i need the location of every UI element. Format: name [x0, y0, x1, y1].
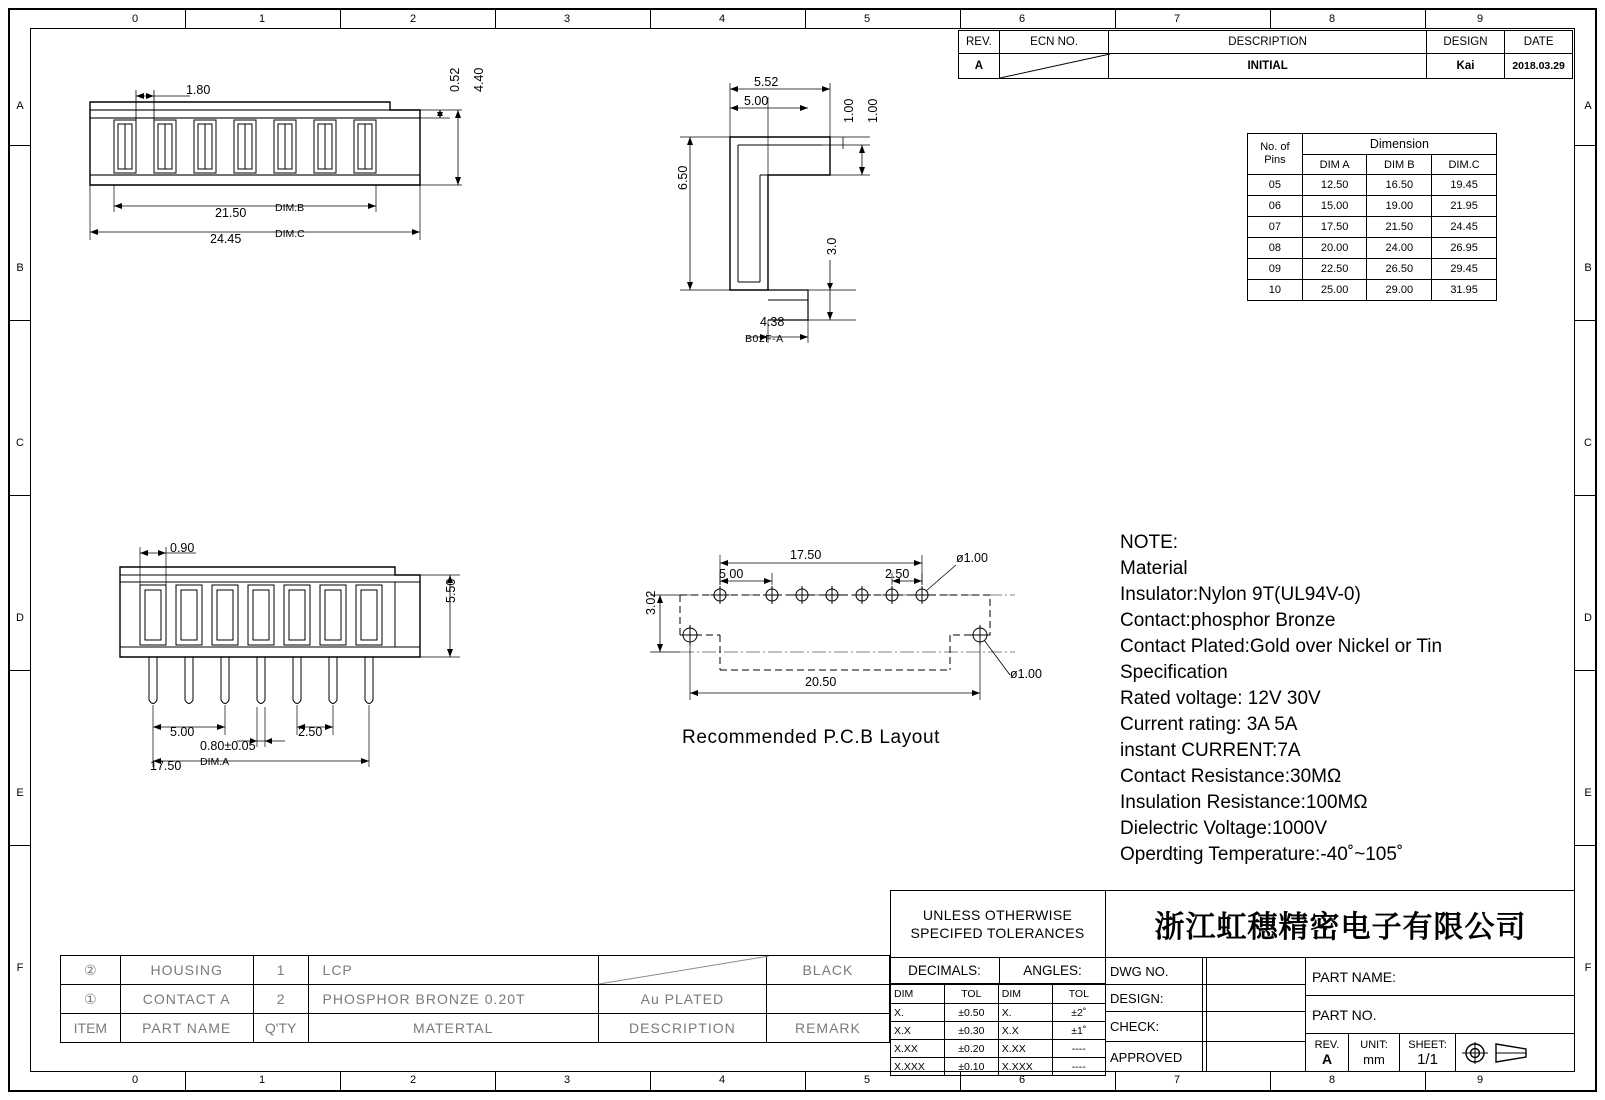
dimension-header-title: Dimension	[1302, 134, 1496, 155]
table-row	[891, 1022, 1106, 1040]
revision-header-row	[959, 31, 1573, 54]
dim-b-08: 24.00	[1367, 238, 1432, 259]
table-row	[61, 985, 890, 1014]
front-view-dim-5-50: 5.50	[444, 578, 458, 603]
projection-cone-icon	[1494, 1042, 1528, 1064]
zone-right-D: D	[1584, 612, 1592, 624]
company-name-block	[1106, 890, 1575, 958]
projection-circle-icon	[1462, 1040, 1488, 1066]
bom-row0-qty: 1	[253, 956, 308, 985]
unit-label: UNIT:	[1360, 1039, 1388, 1051]
notes-line-3: Contact Plated:Gold over Nickel or Tin	[1120, 636, 1443, 657]
side-view-dim-5-00: 5.00	[744, 94, 769, 108]
zone-left-C: C	[16, 437, 24, 449]
dimension-header-dim-c: DIM.C	[1432, 155, 1497, 175]
notes-title: NOTE:	[1120, 532, 1179, 553]
zone-bottom-5: 5	[863, 1074, 871, 1086]
part-no-cell	[1306, 996, 1575, 1034]
pcb-dim-hole-top: ø1.00	[956, 551, 988, 565]
bom-header-material: MATERTAL	[308, 1014, 598, 1043]
dim-pins-05: 05	[1248, 175, 1303, 196]
notes-line-4: Specification	[1120, 662, 1228, 683]
side-view-dim-1-00-a: 1.00	[842, 98, 856, 123]
bom-row1-item: ①	[61, 985, 121, 1014]
top-view-dim-pitch: 1.80	[186, 83, 211, 97]
tol-row2-tol2: ----	[1052, 1040, 1105, 1058]
angles-label: ANGLES:	[1023, 963, 1082, 978]
side-view-dim-1-00-b: 1.00	[866, 98, 880, 123]
bom-row1-qty: 2	[253, 985, 308, 1014]
zone-left-E: E	[16, 787, 24, 799]
bom-row0-description	[598, 956, 766, 985]
notes-line-9: Insulation Resistance:100MΩ	[1120, 792, 1368, 813]
top-view-dim-b-label: DIM.B	[275, 202, 305, 214]
zone-top-4: 4	[718, 13, 726, 25]
bom-header-description: DESCRIPTION	[598, 1014, 766, 1043]
dim-a-08: 20.00	[1302, 238, 1367, 259]
zone-bottom-2: 2	[409, 1074, 417, 1086]
tol-row3-tol2: ----	[1052, 1058, 1105, 1076]
zone-top-6: 6	[1018, 13, 1026, 25]
dim-c-06: 21.95	[1432, 196, 1497, 217]
zone-bottom-9: 9	[1476, 1074, 1484, 1086]
table-row	[1248, 196, 1497, 217]
dim-c-09: 29.45	[1432, 259, 1497, 280]
part-name-label: PART NAME:	[1312, 968, 1397, 985]
zone-top-3: 3	[563, 13, 571, 25]
revision-cell-date: 2018.03.29	[1505, 54, 1573, 79]
zone-bottom-1: 1	[258, 1074, 266, 1086]
dim-a-10: 25.00	[1302, 280, 1367, 301]
dim-pins-09: 09	[1248, 259, 1303, 280]
table-row	[891, 1058, 1106, 1076]
front-view-dim-2-50: 2.50	[298, 725, 323, 739]
tol-row0-dim: X.	[891, 1004, 945, 1022]
company-name: 浙江虹穗精密电子有限公司	[1154, 909, 1527, 945]
side-view-dim-4-38: 4.38	[760, 315, 785, 329]
tol-row3-dim: X.XXX	[891, 1058, 945, 1076]
revision-header-rev: REV.	[959, 31, 1000, 54]
table-row	[1248, 217, 1497, 238]
side-view-dim-3-0: 3.0	[825, 237, 839, 255]
zone-top-0: 0	[131, 13, 139, 25]
side-view-dim-5-52: 5.52	[754, 75, 779, 89]
bom-header-row	[61, 1014, 890, 1043]
bom-row1-part-name: CONTACT A	[120, 985, 253, 1014]
dim-a-09: 22.50	[1302, 259, 1367, 280]
bom-row0-remark: BLACK	[766, 956, 889, 985]
projection-symbol	[1456, 1034, 1575, 1072]
zone-left-D: D	[16, 612, 24, 624]
notes-line-2: Contact:phosphor Bronze	[1120, 610, 1336, 631]
tol-row1-tol2: ±1˚	[1052, 1022, 1105, 1040]
dim-b-10: 29.00	[1367, 280, 1432, 301]
bom-header-qty: Q'TY	[253, 1014, 308, 1043]
dimension-header-row-1	[1248, 134, 1497, 155]
rev-label: REV.	[1314, 1039, 1340, 1051]
tol-row1-tol: ±0.30	[944, 1022, 998, 1040]
tol-row3-dim2: X.XXX	[998, 1058, 1052, 1076]
notes-line-11: Operdting Temperature:-40˚~105˚	[1120, 844, 1404, 865]
tol-row1-dim: X.X	[891, 1022, 945, 1040]
zone-right-A: A	[1584, 100, 1592, 112]
pcb-dim-5-00: 5 00	[719, 567, 744, 581]
top-view-dim-c-value: 24.45	[210, 232, 242, 246]
dim-c-07: 24.45	[1432, 217, 1497, 238]
tolerance-table	[890, 984, 1106, 1076]
revision-cell-rev: A	[959, 54, 1000, 79]
rev-cell	[1306, 1034, 1349, 1072]
side-view-caption: B02F-A	[745, 333, 784, 345]
zone-bottom-8: 8	[1328, 1074, 1336, 1086]
tol-header-tol: TOL	[944, 985, 998, 1004]
zone-bottom-3: 3	[563, 1074, 571, 1086]
bom-row0-material: LCP	[308, 956, 598, 985]
tolerance-header-row	[891, 985, 1106, 1004]
bom-row1-description: Au PLATED	[598, 985, 766, 1014]
pcb-layout-drawing	[620, 545, 1060, 748]
front-view-dim-pin-width: 0.80±0.05	[200, 739, 256, 753]
tol-row0-dim2: X.	[998, 1004, 1052, 1022]
pcb-dim-20-50: 20.50	[805, 675, 837, 689]
dim-a-07: 17.50	[1302, 217, 1367, 238]
decimals-label-cell	[890, 958, 1000, 984]
zone-top-2: 2	[409, 13, 417, 25]
table-row	[61, 956, 890, 985]
dimension-header-dim-b: DIM B	[1367, 155, 1432, 175]
revision-header-date: DATE	[1505, 31, 1573, 54]
part-no-label: PART NO.	[1312, 1006, 1377, 1023]
revision-header-description: DESCRIPTION	[1109, 31, 1426, 54]
pcb-dim-17-50: 17.50	[790, 548, 822, 562]
top-view-drawing	[70, 67, 486, 270]
tol-row0-tol: ±0.50	[944, 1004, 998, 1022]
table-row	[891, 1004, 1106, 1022]
revision-table	[958, 30, 1573, 79]
notes-line-6: Current rating: 3A 5A	[1120, 714, 1298, 735]
tol-header-tol2: TOL	[1052, 985, 1105, 1004]
rev-value: A	[1321, 1051, 1333, 1067]
bom-header-item: ITEM	[61, 1014, 121, 1043]
zone-right-B: B	[1584, 262, 1592, 274]
tolerance-note-line2: SPECIFED TOLERANCES	[910, 924, 1085, 941]
bom-header-remark: REMARK	[766, 1014, 889, 1043]
pcb-dim-hole-bottom: ø1.00	[1010, 667, 1042, 681]
design-label: DESIGN:	[1110, 990, 1164, 1006]
zone-bottom-0: 0	[131, 1074, 139, 1086]
tol-row0-tol2: ±2˚	[1052, 1004, 1105, 1022]
zone-bottom-7: 7	[1173, 1074, 1181, 1086]
zone-right-E: E	[1584, 787, 1592, 799]
revision-cell-ecn	[999, 54, 1109, 79]
top-view-dim-4-40: 4.40	[472, 67, 486, 92]
zone-left-B: B	[16, 262, 24, 274]
notes-line-1: Insulator:Nylon 9T(UL94V-0)	[1120, 584, 1361, 605]
unit-cell	[1349, 1034, 1400, 1072]
notes-line-8: Contact Resistance:30MΩ	[1120, 766, 1342, 787]
dim-a-06: 15.00	[1302, 196, 1367, 217]
dimension-table	[1247, 133, 1497, 301]
notes-line-10: Dielectric Voltage:1000V	[1120, 818, 1328, 839]
dim-b-09: 26.50	[1367, 259, 1432, 280]
angles-label-cell	[1000, 958, 1106, 984]
dim-b-06: 19.00	[1367, 196, 1432, 217]
zone-bottom-6: 6	[1018, 1074, 1026, 1086]
side-view-dim-6-50: 6.50	[676, 165, 690, 190]
pcb-layout-title: Recommended P.C.B Layout	[682, 727, 941, 748]
sheet-label: SHEET:	[1408, 1038, 1447, 1051]
dimension-header-pins: No. of Pins	[1248, 134, 1303, 175]
zone-top-5: 5	[863, 13, 871, 25]
tol-row1-dim2: X.X	[998, 1022, 1052, 1040]
front-view-dim-5-00: 5.00	[170, 725, 195, 739]
top-view-dim-c-label: DIM.C	[275, 228, 305, 240]
table-row	[1248, 280, 1497, 301]
table-row	[1248, 259, 1497, 280]
table-row	[1248, 175, 1497, 196]
tol-row2-tol: ±0.20	[944, 1040, 998, 1058]
notes-line-7: instant CURRENT:7A	[1120, 740, 1301, 761]
bom-table	[60, 955, 890, 1043]
tolerance-note	[890, 890, 1106, 958]
dim-c-05: 19.45	[1432, 175, 1497, 196]
part-name-cell	[1306, 958, 1575, 996]
bom-row0-item: ②	[61, 956, 121, 985]
notes-line-5: Rated voltage: 12V 30V	[1120, 688, 1321, 709]
dwg-no-label: DWG NO.	[1110, 963, 1169, 979]
zone-right-F: F	[1584, 962, 1592, 974]
side-view-drawing	[660, 75, 920, 345]
bom-row1-material: PHOSPHOR BRONZE 0.20T	[308, 985, 598, 1014]
top-view-dim-b-value: 21.50	[215, 206, 247, 220]
check-label: CHECK:	[1110, 1019, 1160, 1034]
tol-header-dim: DIM	[891, 985, 945, 1004]
notes-line-0: Material	[1120, 558, 1188, 579]
dim-pins-06: 06	[1248, 196, 1303, 217]
notes-block	[1120, 530, 1550, 868]
zone-top-8: 8	[1328, 13, 1336, 25]
tol-row2-dim2: X.XX	[998, 1040, 1052, 1058]
revision-row	[959, 54, 1573, 79]
front-view-dim-a-value: 17.50	[150, 759, 182, 773]
dim-pins-08: 08	[1248, 238, 1303, 259]
zone-top-1: 1	[258, 13, 266, 25]
table-row	[1248, 238, 1497, 259]
dwg-info-block	[1106, 958, 1306, 1072]
revision-cell-design: Kai	[1426, 54, 1504, 79]
bom-row0-part-name: HOUSING	[120, 956, 253, 985]
approved-label: APPROVED	[1110, 1049, 1183, 1065]
top-view-dim-0-52: 0.52	[448, 67, 462, 92]
table-row	[891, 1040, 1106, 1058]
zone-left-A: A	[16, 100, 24, 112]
pcb-dim-2-50: 2.50	[885, 567, 910, 581]
front-view-drawing	[100, 535, 480, 785]
bom-row1-remark	[766, 985, 889, 1014]
dim-pins-07: 07	[1248, 217, 1303, 238]
tolerance-note-line1: UNLESS OTHERWISE	[922, 906, 1073, 923]
zone-top-7: 7	[1173, 13, 1181, 25]
zone-right-C: C	[1584, 437, 1592, 449]
tol-header-dim2: DIM	[998, 985, 1052, 1004]
dim-pins-10: 10	[1248, 280, 1303, 301]
zone-top-9: 9	[1476, 13, 1484, 25]
rev-unit-sheet-row	[1306, 1034, 1575, 1072]
front-view-dim-0-90: 0.90	[170, 541, 195, 555]
zone-left-F: F	[16, 962, 24, 974]
zone-bottom-4: 4	[718, 1074, 726, 1086]
revision-cell-description: INITIAL	[1109, 54, 1426, 79]
unit-value: mm	[1363, 1052, 1385, 1067]
tol-row2-dim: X.XX	[891, 1040, 945, 1058]
dim-b-07: 21.50	[1367, 217, 1432, 238]
pcb-dim-3-02: 3.02	[644, 590, 658, 615]
dim-c-08: 26.95	[1432, 238, 1497, 259]
dim-c-10: 31.95	[1432, 280, 1497, 301]
dim-a-05: 12.50	[1302, 175, 1367, 196]
sheet-cell	[1400, 1034, 1456, 1072]
tol-row3-tol: ±0.10	[944, 1058, 998, 1076]
revision-header-design: DESIGN	[1426, 31, 1504, 54]
dimension-header-dim-a: DIM A	[1302, 155, 1367, 175]
front-view-dim-a-label: DIM.A	[200, 756, 230, 768]
sheet-value: 1/1	[1417, 1050, 1438, 1068]
dim-b-05: 16.50	[1367, 175, 1432, 196]
decimals-label: DECIMALS:	[908, 963, 981, 978]
bom-header-part-name: PART NAME	[120, 1014, 253, 1043]
revision-header-ecn: ECN NO.	[999, 31, 1109, 54]
